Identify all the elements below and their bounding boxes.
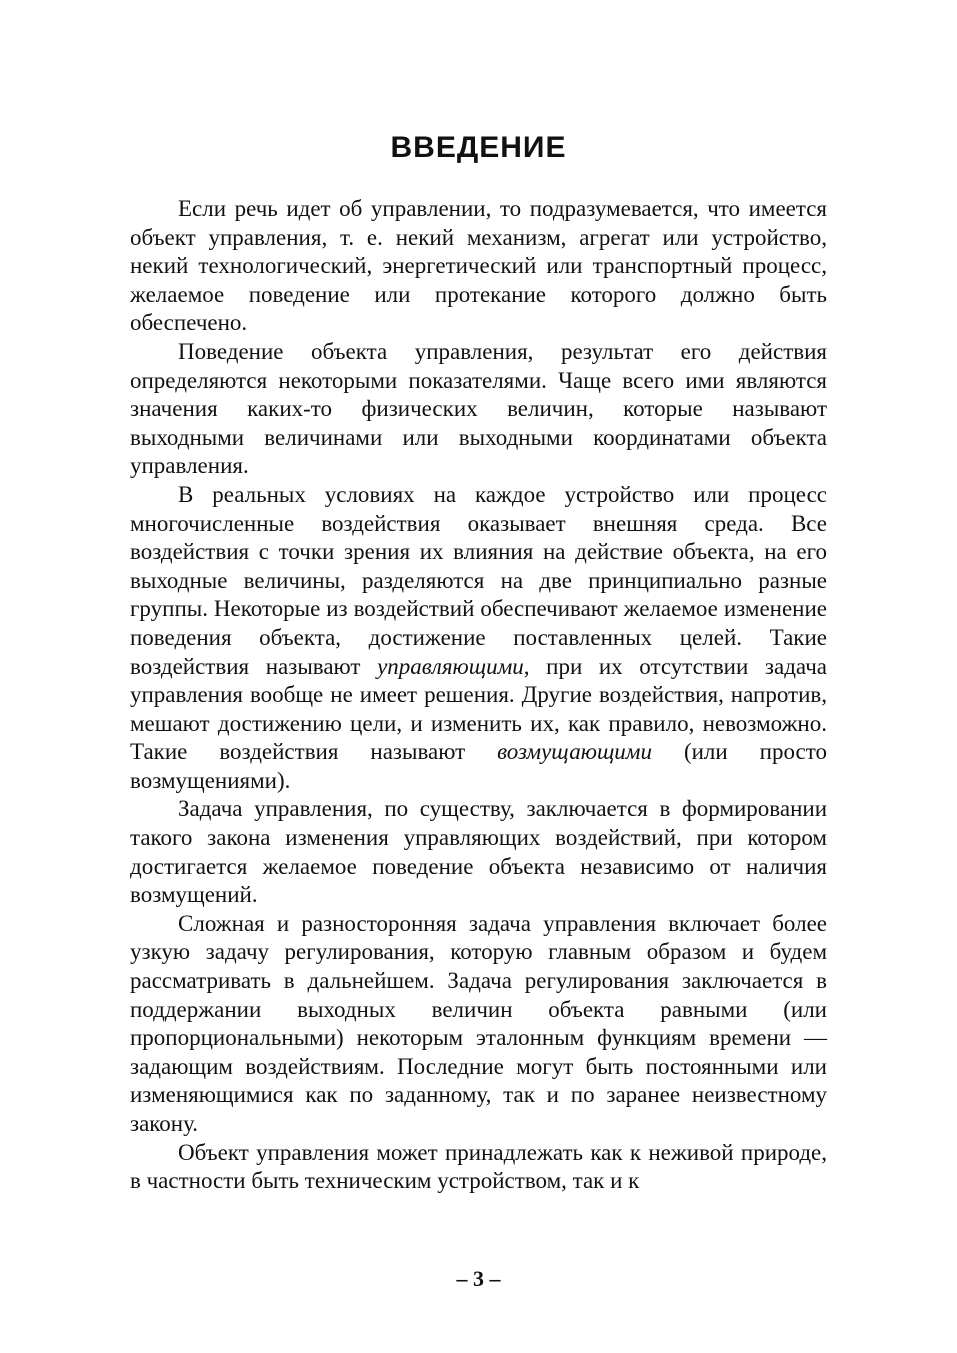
body-text [130, 195, 827, 1196]
paragraph-3-text-2: , при их отсутствии задача управления вообще не имеет решения. Другие воздействия, напротив, мешают достижению цели, и изменить их, как правило, невозможно. Такие воздействия называют [130, 653, 827, 765]
paragraph-3-text-1: В реальных условиях на каждое устройство или процесс многочисленные воздействия оказывает внешняя среда. Все воздействия с точки зрения их влияния на действие объекта, на его выходные величины, разделяются на две принципиально разные группы. Некоторые из воздействий обеспечивают желаемое изменение поведения объекта, достижение поставленных целей. Такие воздействия называют [130, 481, 827, 679]
emphasis-disturbing: возмущающими [497, 739, 652, 765]
page-number: – 3 – [456, 1266, 501, 1291]
paragraph-6: Объект управления может принадлежать как к неживой природе, в частности быть техническим устройством, так и к [130, 1139, 827, 1194]
emphasis-controlling: управляющими [377, 653, 524, 679]
paragraph-5: Сложная и разносторонняя задача управления включает более узкую задачу регулирования, которую главным образом и будем рассматривать в дальнейшем. Задача регулирования заключается в поддержании выходных величин объекта равными (или пропорциональными) некоторым эталонным функциям времени — задающим воздействиям. Последние могут быть постоянными или изменяющимися как по заданному, так и по заранее неизвестному закону. [130, 910, 827, 1136]
paragraph-2: Поведение объекта управления, результат его действия определяются некоторыми показателями. Чаще всего ими являются значения каких-то физических величин, которые называют выходными величинами или выходными координатами объекта управления. [130, 338, 827, 479]
paragraph-4: Задача управления, по существу, заключается в формировании такого закона изменения управляющих воздействий, при котором достигается желаемое поведение объекта независимо от наличия возмущений. [130, 796, 827, 908]
paragraph-1: Если речь идет об управлении, то подразумевается, что имеется объект управления, т. е. некий механизм, агрегат или устройство, некий технологический, энергетический или транспортный процесс, желаемое поведение или протекание которого должно быть обеспечено. [130, 196, 827, 336]
paragraph-3 [130, 481, 827, 796]
paragraph-3-text-3: (или просто возмущениями). [130, 739, 828, 793]
page-title: ВВЕДЕНИЕ [390, 131, 567, 164]
